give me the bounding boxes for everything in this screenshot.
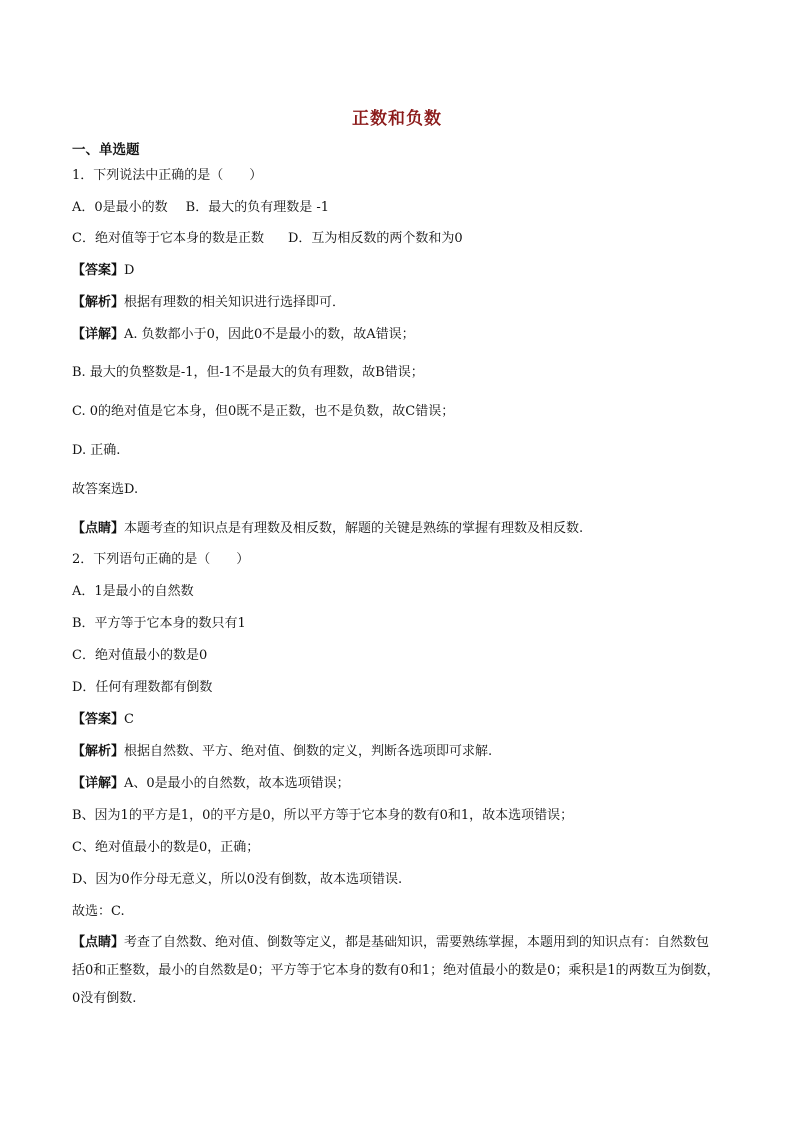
section-heading: 一、单选题 bbox=[72, 142, 140, 158]
question-2-comment bbox=[72, 929, 722, 1013]
question-2-stem: 2．下列语句正确的是（ ） bbox=[72, 552, 250, 567]
question-1-comment bbox=[72, 520, 583, 538]
answer-value: C bbox=[124, 712, 134, 727]
page-title: 正数和负数 bbox=[352, 109, 442, 129]
question-1-options-cd bbox=[72, 230, 463, 248]
question-1-stem: 1．下列说法中正确的是（ ） bbox=[72, 168, 263, 183]
question-2-answer bbox=[72, 711, 134, 729]
question-1-detail-c: C. 0的绝对值是它本身，但0既不是正数，也不是负数，故C错误； bbox=[72, 404, 455, 419]
question-2-detail-c: C、绝对值最小的数是0，正确； bbox=[72, 840, 260, 855]
detail-tag: 【详解】 bbox=[72, 776, 125, 791]
question-2-option-a: A．1是最小的自然数 bbox=[72, 584, 194, 599]
question-1-answer bbox=[72, 262, 134, 280]
comment-tag: 【点睛】 bbox=[72, 521, 125, 536]
question-1-option-d: D．互为相反数的两个数和为0 bbox=[287, 231, 463, 246]
question-1-option-c: C．绝对值等于它本身的数是正数 bbox=[72, 231, 264, 246]
question-2-option-b: B．平方等于它本身的数只有1 bbox=[72, 616, 246, 631]
analysis-text: 根据有理数的相关知识进行选择即可． bbox=[124, 295, 346, 310]
question-1-conclusion: 故答案选D. bbox=[72, 482, 139, 497]
comment-text: 考查了自然数、绝对值、倒数等定义，都是基础知识，需要熟练掌握，本题用到的知识点有：自然数包括0和正整数，最小的自然数是0；平方等于它本身的数有0和1；绝对值最小的数是0；乘积是1的两数互为倒数，0没有倒数. bbox=[72, 935, 720, 1006]
analysis-tag: 【解析】 bbox=[72, 744, 125, 759]
question-1-option-a: A．0是最小的数 bbox=[72, 200, 168, 215]
question-2-option-d: D．任何有理数都有倒数 bbox=[72, 680, 213, 695]
comment-tag: 【点睛】 bbox=[72, 935, 125, 950]
question-1-detail-b: B. 最大的负整数是-1，但-1不是最大的负有理数，故B错误； bbox=[72, 365, 424, 380]
analysis-text: 根据自然数、平方、绝对值、倒数的定义，判断各选项即可求解. bbox=[124, 744, 493, 759]
question-1-option-b: B．最大的负有理数是 -1 bbox=[185, 200, 330, 215]
question-2-detail-b: B、因为1的平方是1，0的平方是0，所以平方等于它本身的数有0和1，故本选项错误； bbox=[72, 808, 574, 823]
detail-text: A、0是最小的自然数，故本选项错误； bbox=[124, 776, 350, 791]
comment-text: 本题考查的知识点是有理数及相反数，解题的关键是熟练的掌握有理数及相反数. bbox=[124, 521, 584, 536]
question-2-detail-a bbox=[72, 775, 350, 793]
answer-tag: 【答案】 bbox=[72, 712, 125, 727]
question-1-analysis bbox=[72, 294, 345, 312]
analysis-tag: 【解析】 bbox=[72, 295, 125, 310]
question-2-detail-d: D、因为0作分母无意义，所以0没有倒数，故本选项错误. bbox=[72, 872, 403, 887]
question-2-analysis bbox=[72, 743, 492, 761]
answer-tag: 【答案】 bbox=[72, 263, 125, 278]
detail-tag: 【详解】 bbox=[72, 327, 125, 342]
question-2-option-c: C．绝对值最小的数是0 bbox=[72, 648, 208, 663]
question-2-conclusion: 故选：C. bbox=[72, 904, 125, 919]
detail-text: A. 负数都小于0，因此0不是最小的数，故A错误； bbox=[124, 327, 415, 342]
answer-value: D bbox=[124, 263, 135, 278]
question-1-detail-a bbox=[72, 326, 415, 344]
question-1-options-ab bbox=[72, 199, 329, 217]
question-1-detail-d: D. 正确. bbox=[72, 443, 121, 458]
